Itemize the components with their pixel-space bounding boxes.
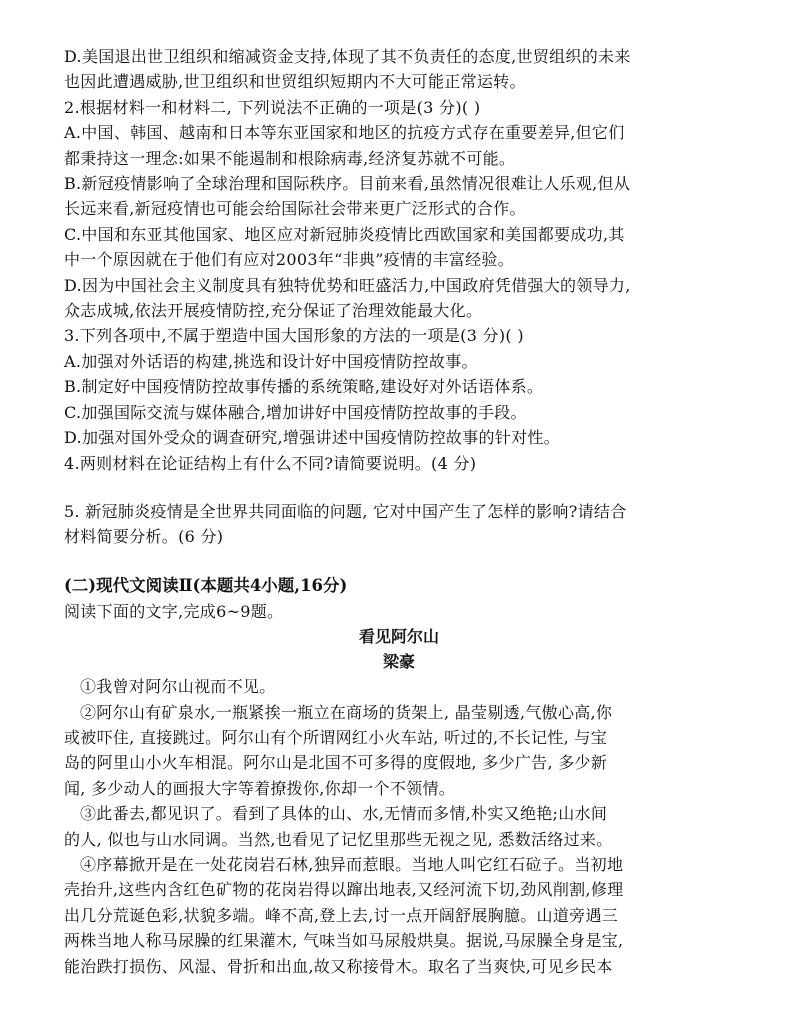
article-author: 梁豪: [382, 652, 415, 672]
paragraph-line: ①我曾对阿尔山视而不见。: [80, 677, 276, 697]
option-line: 长远来看,新冠疫情也可能会给国际社会带来更广泛形式的合作。: [64, 199, 526, 219]
question-stem: 3.下列各项中,不属于塑造中国大国形象的方法的一项是(3 分)( ): [64, 326, 524, 346]
option-line: A.中国、韩国、越南和日本等东亚国家和地区的抗疫方式存在重要差异,但它们: [64, 123, 625, 143]
paragraph-line: 壳抬升,这些内含红色矿物的花岗岩得以蹿出地表,又经河流下切,劲风削割,修理: [64, 880, 624, 900]
paragraph-line: 岛的阿里山小火车相混。阿尔山是北国不可多得的度假地, 多少广告, 多少新: [64, 753, 608, 773]
text-line: 也因此遭遇威胁,世卫组织和世贸组织短期内不大可能正常运转。: [64, 72, 526, 92]
paragraph-line: ④序幕掀开是在一处花岗岩石林,独异而惹眼。当地人叫它红石砬子。当初地: [80, 854, 624, 874]
option-line: 中一个原因就在于他们有应对2003年“非典”疫情的丰富经验。: [64, 250, 515, 270]
question-stem: 2.根据材料一和材料二, 下列说法不正确的一项是(3 分)( ): [64, 97, 481, 117]
paragraph-line: 的人, 似也与山水同调。当然,也看见了记忆里那些无视之见, 悉数活络过来。: [64, 829, 613, 849]
paragraph-line: 两株当地人称马尿臊的红果灌木, 气味当如马尿般烘臭。据说,马尿臊全身是宝,: [64, 931, 624, 951]
spacer: [64, 550, 734, 573]
spacer: [64, 476, 734, 499]
paragraph-1: [64, 674, 734, 699]
paragraph-line: ②阿尔山有矿泉水,一瓶紧挨一瓶立在商场的货架上, 晶莹剔透,气傲心高,你: [80, 702, 613, 722]
paragraph-line: 或被吓住, 直接跳过。阿尔山有个所谓网红小火车站, 听过的,不长记性, 与宝: [64, 727, 608, 747]
paragraph-2: [64, 700, 734, 802]
option-line: C.加强国际交流与媒体融合,增加讲好中国疫情防控故事的手段。: [64, 402, 527, 422]
option-line: 都秉持这一理念:如果不能遏制和根除病毒,经济复苏就不可能。: [64, 148, 516, 168]
paragraph-line: 出几分荒诞色彩,状貌多端。峰不高,登上去,讨一点开阔舒展胸臆。山道旁遇三: [64, 905, 619, 925]
paragraph-3: [64, 801, 734, 852]
option-line: A.加强对外话语的构建,挑选和设计好中国疫情防控故事。: [64, 351, 478, 371]
text-line: D.美国退出世卫组织和缩减资金支持,体现了其不负责任的态度,世贸组织的未来: [64, 47, 631, 66]
q1-option-d: [64, 44, 734, 95]
paragraph-line: 闻, 多少动人的画报大字等着撩拨你,你却一个不领情。: [64, 778, 456, 798]
option-line: D.因为中国社会主义制度具有独特优势和旺盛活力,中国政府凭借强大的领导力,: [64, 275, 631, 295]
section-instruction: 阅读下面的文字,完成6~9题。: [64, 601, 284, 621]
option-line: B.制定好中国疫情防控故事传播的系统策略,建设好对外话语体系。: [64, 377, 544, 397]
option-line: C.中国和东亚其他国家、地区应对新冠肺炎疫情比西欧国家和美国都要成功,其: [64, 224, 625, 244]
paragraph-line: 能治跌打损伤、风湿、骨折和出血,故又称接骨木。取名了当爽快,可见乡民本: [64, 956, 613, 976]
option-line: 众志成城,依法开展疫情防控,充分保证了治理效能最大化。: [64, 301, 483, 321]
section-heading: (二)现代文阅读Ⅱ(本题共4小题,16分): [64, 575, 348, 595]
option-line: D.加强对国外受众的调查研究,增强讲述中国疫情防控故事的针对性。: [64, 428, 561, 448]
paragraph-4: [64, 852, 734, 979]
text-line: 材料简要分析。(6 分): [64, 527, 224, 547]
article-title: 看见阿尔山: [358, 627, 439, 647]
paragraph-line: ③此番去,都见识了。看到了具体的山、水,无情而多情,朴实又绝艳;山水间: [80, 804, 608, 824]
question-4: 4.两则材料在论证结构上有什么不同?请简要说明。(4 分): [64, 453, 477, 473]
question-2: [64, 95, 734, 324]
text-line: 5. 新冠肺炎疫情是全世界共同面临的问题, 它对中国产生了怎样的影响?请结合: [64, 501, 627, 521]
question-5: [64, 499, 734, 550]
question-3: [64, 323, 734, 450]
option-line: B.新冠疫情影响了全球治理和国际秩序。目前来看,虽然情况很难让人乐观,但从: [64, 174, 631, 194]
